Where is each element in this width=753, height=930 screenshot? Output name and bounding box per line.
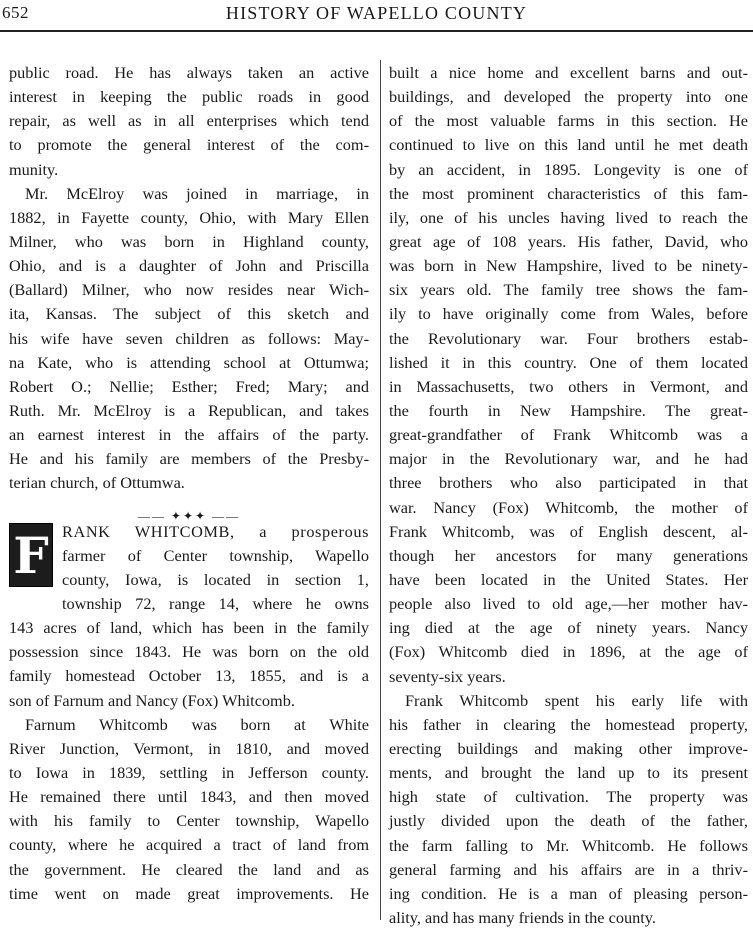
text-line: have been located in the United States. Her — [389, 569, 748, 589]
text-line: possession since 1843. He was born on the old — [9, 642, 369, 662]
text-line: major in the Revolutionary war, and he had — [389, 449, 748, 469]
text-line: the fourth in New Hampshire. The great- — [389, 400, 748, 420]
text-line: built a nice home and excellent barns and out- — [389, 63, 748, 82]
text-line: son of Farnum and Nancy (Fox) Whitcomb. — [9, 690, 295, 710]
text-line: Frank Whitcomb spent his early life with — [405, 690, 748, 710]
running-title: HISTORY OF WAPELLO COUNTY — [225, 3, 528, 23]
text-line: buildings, and developed the property into one — [389, 87, 748, 107]
text-line: his wife have seven children as follows: May- — [9, 328, 369, 348]
text-line: was born in New Hampshire, lived to be ninety- — [389, 256, 748, 276]
text-line: by an accident, in 1895. Longevity is one of — [389, 159, 748, 179]
text-line: na Kate, who is attending school at Ottumwa; — [9, 352, 369, 372]
text-line: Robert O.; Nellie; Esther; Fred; Mary; and — [9, 376, 369, 396]
text-line: He and his family are members of the Presby- — [9, 449, 369, 469]
column-divider — [380, 60, 381, 920]
page-number: 652 — [2, 3, 29, 22]
text-line: county, where he acquired a tract of land from — [9, 835, 369, 855]
text-line: an earnest interest in the affairs of the party. — [9, 425, 369, 445]
text-line: Ohio, and is a daughter of John and Priscilla — [9, 256, 369, 276]
text-line: Farnum Whitcomb was born at White — [25, 714, 369, 734]
page-header — [0, 0, 753, 30]
text-line: the most prominent characteristics of this fam- — [389, 183, 748, 203]
text-line: ita, Kansas. The subject of this sketch and — [9, 304, 369, 324]
text-line: lished it in this country. One of them located — [389, 352, 748, 372]
text-line: time went on made great improvements. He — [9, 883, 369, 903]
text-line: seventy-six years. — [389, 666, 506, 686]
right-column — [389, 61, 748, 930]
text-line: the Revolutionary war. Four brothers estab- — [389, 328, 748, 348]
header-rule — [0, 30, 753, 32]
text-line: county, Iowa, is located in section 1, — [62, 569, 369, 589]
text-line: RANK WHITCOMB, a prosperous — [62, 521, 369, 541]
text-line: six years old. The family tree shows the fam- — [389, 280, 748, 300]
text-line: great-grandfather of Frank Whitcomb was a — [389, 425, 748, 445]
text-line: ality, and has many friends in the county. — [389, 907, 656, 927]
text-line: erecting buildings and making other improve- — [389, 738, 748, 758]
text-line: the government. He cleared the land and as — [9, 859, 369, 879]
text-line: justly divided upon the death of the father, — [389, 811, 748, 831]
paragraph-mcelroy-road — [9, 61, 369, 182]
text-line: repair, as well as in all enterprises which tend — [9, 111, 369, 131]
text-line: 1882, in Fayette county, Ohio, with Mary Ellen — [9, 207, 369, 227]
text-line: munity. — [9, 159, 59, 179]
text-line: though her ancestors for many generations — [389, 545, 748, 565]
text-line: Ruth. Mr. McElroy is a Republican, and takes — [9, 400, 369, 420]
text-line: three brothers who also participated in that — [389, 473, 748, 493]
text-line: with his family to Center township, Wapello — [9, 811, 369, 831]
text-line: to promote the general interest of the com- — [9, 135, 369, 155]
text-line: general farming and his affairs are in a thriv- — [389, 859, 748, 879]
paragraph-mcelroy-marriage — [9, 182, 369, 496]
left-column — [9, 61, 369, 906]
text-line: terian church, of Ottumwa. — [9, 473, 185, 493]
paragraph-whitcomb-early-life — [389, 689, 748, 930]
drop-cap-letter: F — [9, 523, 53, 587]
text-line: ily to have originally come from Wales, before — [389, 304, 748, 324]
text-line: farmer of Center township, Wapello — [62, 545, 369, 565]
text-line: ing died at the age of ninety years. Nancy — [389, 618, 748, 638]
text-line: high state of cultivation. The property was — [389, 787, 748, 807]
text-line: ing condition. He is a man of pleasing person- — [389, 883, 748, 903]
text-line: Frank Whitcomb, was of English descent, al- — [389, 521, 748, 541]
paragraph-whitcomb-intro — [9, 520, 369, 713]
text-line: war. Nancy (Fox) Whitcomb, the mother of — [389, 497, 748, 517]
text-line: He remained there until 1843, and then moved — [9, 787, 369, 807]
text-line: people also lived to old age,—her mother hav- — [389, 594, 748, 614]
paragraph-farnum-whitcomb — [9, 713, 369, 906]
text-line: family homestead October 13, 1855, and is a — [9, 666, 369, 686]
text-line: Milner, who was born in Highland county, — [9, 231, 369, 251]
text-line: (Fox) Whitcomb died in 1896, at the age of — [389, 642, 748, 662]
text-line: public road. He has always taken an active — [9, 63, 369, 82]
text-line: his father in clearing the homestead property, — [389, 714, 748, 734]
text-line: of the most valuable farms in this section. He — [389, 111, 748, 131]
text-line: River Junction, Vermont, in 1810, and moved — [9, 738, 369, 758]
text-line: great age of 108 years. His father, David, who — [389, 231, 748, 251]
text-line: township 72, range 14, where he owns — [62, 593, 369, 613]
text-line: 143 acres of land, which has been in the family — [9, 618, 369, 638]
text-line: to Iowa in 1839, settling in Jefferson county. — [9, 762, 369, 782]
text-line: interest in keeping the public roads in good — [9, 87, 369, 107]
text-line: ments, and brought the land up to its present — [389, 763, 748, 783]
text-line: (Ballard) Milner, who now resides near Wich- — [9, 280, 369, 300]
section-separator: —— ✦✦✦ —— — [137, 508, 241, 523]
paragraph-whitcomb-family — [389, 61, 748, 689]
text-line: in Massachusetts, two others in Vermont, and — [389, 376, 748, 396]
text-line: ily, one of his uncles having lived to reach the — [389, 207, 748, 227]
text-line: continued to live on this land until he met death — [389, 135, 748, 155]
text-line: the farm falling to Mr. Whitcomb. He follows — [389, 835, 748, 855]
text-line: Mr. McElroy was joined in marriage, in — [25, 183, 369, 203]
